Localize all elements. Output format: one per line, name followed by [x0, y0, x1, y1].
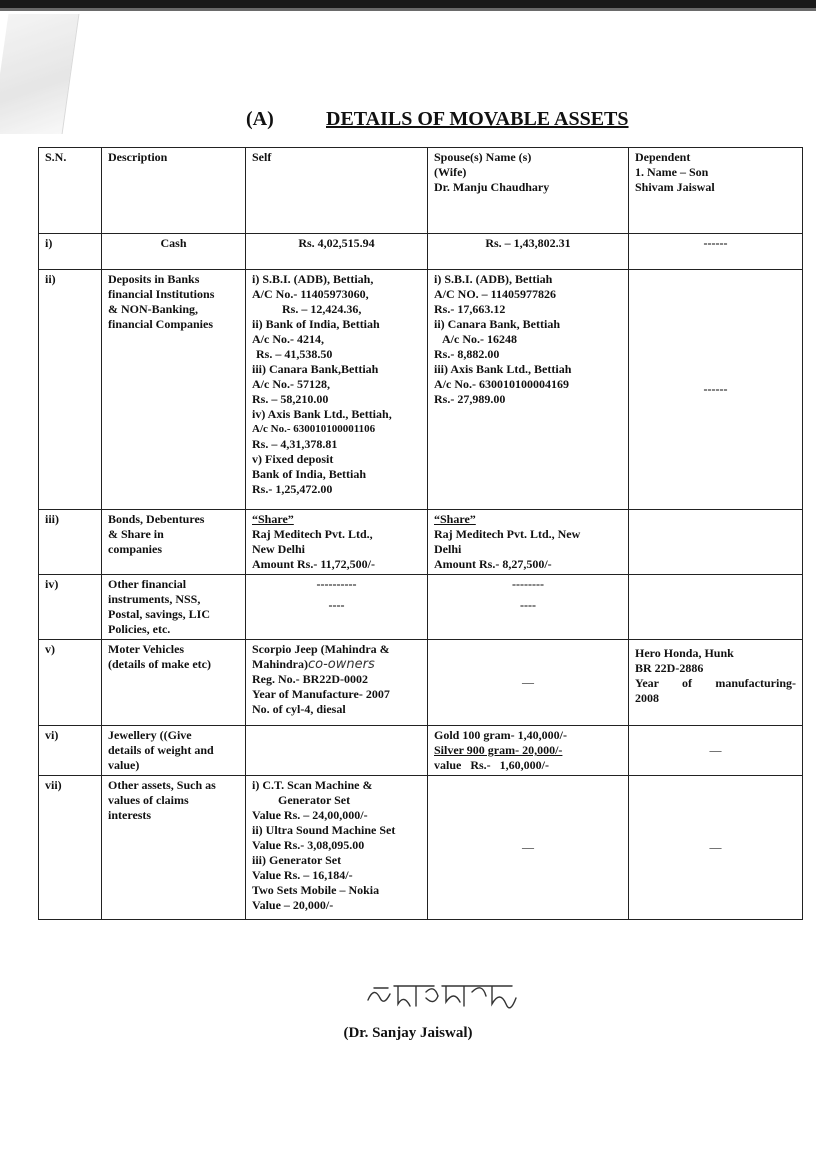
row-description: Deposits in Banks financial Institutions & NON-Banking, financial Companies [102, 270, 246, 510]
row-spouse: i) S.B.I. (ADB), Bettiah A/C NO. – 11405977826 Rs.- 17,663.12 ii) Canara Bank, Bettiah A/c No.- 16248 Rs.- 8,882.00 iii) Axis Bank Ltd., Bettiah A/c No.- 630010100004169 Rs.- 27,989.00 [428, 270, 629, 510]
table-row [39, 726, 803, 776]
header-spouse: Spouse(s) Name (s) (Wife) Dr. Manju Chaudhary [428, 148, 629, 234]
row-spouse: Gold 100 gram- 1,40,000/- Silver 900 gram- 20,000/- value Rs.- 1,60,000/- [428, 726, 629, 776]
scan-edge-shadow [0, 8, 816, 11]
row-self: ---------- ---- [246, 575, 428, 640]
row-sn: iv) [39, 575, 102, 640]
row-self: i) C.T. Scan Machine & Generator Set Value Rs. – 24,00,000/- ii) Ultra Sound Machine Set Value Rs.- 3,08,095.00 iii) Generator Set Value Rs. – 16,184/- Two Sets Mobile – Nokia Value – 20,000/- [246, 776, 428, 920]
row-spouse: “Share” Raj Meditech Pvt. Ltd., New Delhi Amount Rs.- 8,27,500/- [428, 510, 629, 575]
header-sn: S.N. [39, 148, 102, 234]
header-dependent: Dependent 1. Name – Son Shivam Jaiswal [629, 148, 803, 234]
table-row [39, 640, 803, 726]
row-description: Jewellery ((Give details of weight and value) [102, 726, 246, 776]
table-row [39, 234, 803, 270]
row-description: Cash [102, 234, 246, 270]
row-sn: i) [39, 234, 102, 270]
row-dependent: — [629, 726, 803, 776]
table-header-row [39, 148, 803, 234]
row-dependent: — [629, 776, 803, 920]
row-spouse: -------- ---- [428, 575, 629, 640]
header-description: Description [102, 148, 246, 234]
row-self: Scorpio Jeep (Mahindra & Mahindra)co-owners Reg. No.- BR22D-0002 Year of Manufacture- 2007 No. of cyl-4, diesal [246, 640, 428, 726]
row-description: Bonds, Debentures & Share in companies [102, 510, 246, 575]
paper-fold [0, 14, 79, 134]
page-title: DETAILS OF MOVABLE ASSETS [326, 108, 629, 130]
scan-edge-top [0, 0, 816, 8]
row-description: Other financial instruments, NSS, Postal, savings, LIC Policies, etc. [102, 575, 246, 640]
handwritten-signature [364, 978, 524, 1012]
table-row [39, 270, 803, 510]
table-row [39, 510, 803, 575]
row-spouse: — [428, 640, 629, 726]
row-sn: vii) [39, 776, 102, 920]
row-dependent [629, 510, 803, 575]
table-row [39, 776, 803, 920]
movable-assets-table [38, 147, 803, 920]
row-spouse: Rs. – 1,43,802.31 [428, 234, 629, 270]
row-description: Moter Vehicles (details of make etc) [102, 640, 246, 726]
row-dependent: ------ [629, 270, 803, 510]
row-sn: v) [39, 640, 102, 726]
heading-label: (A) [246, 108, 274, 130]
row-self: Rs. 4,02,515.94 [246, 234, 428, 270]
row-self: “Share” Raj Meditech Pvt. Ltd., New Delhi Amount Rs.- 11,72,500/- [246, 510, 428, 575]
row-sn: vi) [39, 726, 102, 776]
row-sn: ii) [39, 270, 102, 510]
row-sn: iii) [39, 510, 102, 575]
handwritten-note: co-owners [308, 657, 375, 672]
header-self: Self [246, 148, 428, 234]
table-row [39, 575, 803, 640]
row-dependent: Hero Honda, Hunk BR 22D-2886 Year of manufacturing- 2008 [629, 640, 803, 726]
row-self: i) S.B.I. (ADB), Bettiah, A/C No.- 11405973060, Rs. – 12,424.36, ii) Bank of India, Bettiah A/c No.- 4214, Rs. – 41,538.50 iii) Canara Bank,Bettiah A/c No.- 57128, Rs. – 58,210.00 iv) Axis Bank Ltd., Bettiah, A/c No.- 630010100001106 Rs. – 4,31,378.81 v) Fixed deposit Bank of India, Bettiah Rs.- 1,25,472.00 [246, 270, 428, 510]
row-self [246, 726, 428, 776]
signatory-name: (Dr. Sanjay Jaiswal) [343, 1025, 473, 1041]
row-spouse: — [428, 776, 629, 920]
row-dependent [629, 575, 803, 640]
row-description: Other assets, Such as values of claims interests [102, 776, 246, 920]
row-dependent: ------ [629, 234, 803, 270]
